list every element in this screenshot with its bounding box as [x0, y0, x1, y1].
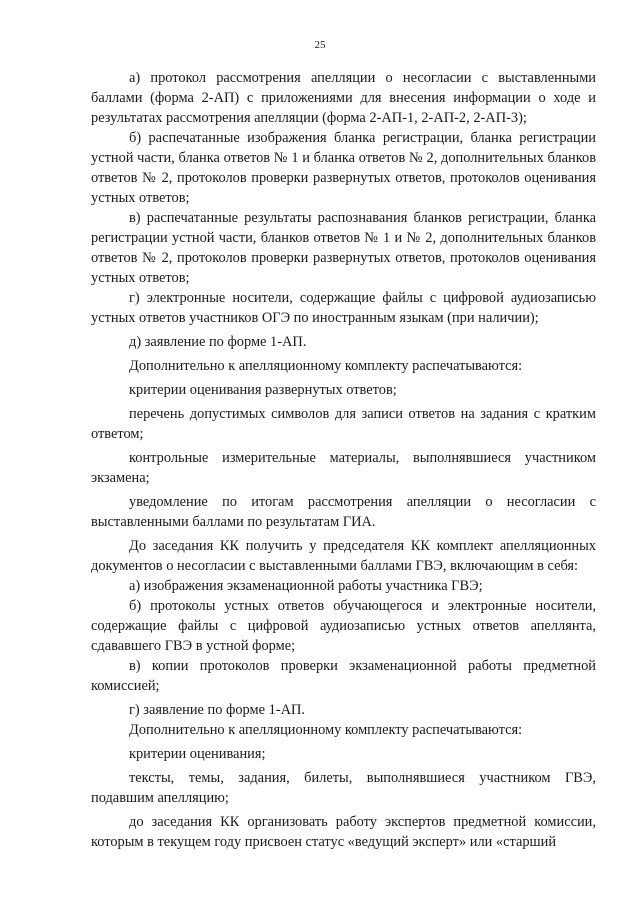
paragraph-application-1ap: д) заявление по форме 1-АП.: [129, 334, 307, 350]
paragraph-texts-topics: тексты, темы, задания, билеты, выполнявшиеся участником ГВЭ, подавшим апелляцию;: [91, 770, 596, 806]
paragraph-protocol-form-2ap: а) протокол рассмотрения апелляции о несогласии с выставленными баллами (форма 2-АП) с приложениями для внесения информации о ходе и результатах рассмотрения апелляции (форма 2-АП-1, 2-АП-2, 2-АП-3);: [91, 70, 596, 126]
paragraph-experts-work: до заседания КК организовать работу экспертов предметной комиссии, которым в текущем году присвоен статус «ведущий эксперт» или «старший: [91, 814, 596, 850]
paragraph-electronic-media: г) электронные носители, содержащие файлы с цифровой аудиозаписью устных ответов участников ОГЭ по иностранным языкам (при наличии);: [91, 290, 596, 326]
paragraph-allowed-symbols: перечень допустимых символов для записи ответов на задания с кратким ответом;: [91, 406, 596, 442]
paragraph-additionally-printed-gve: Дополнительно к апелляционному комплекту распечатываются:: [129, 722, 523, 738]
page-number: 25: [314, 39, 326, 51]
paragraph-additionally-printed: Дополнительно к апелляционному комплекту распечатываются:: [129, 358, 523, 374]
paragraph-application-1ap-gve: г) заявление по форме 1-АП.: [129, 702, 305, 718]
paragraph-notification: уведомление по итогам рассмотрения апелляции о несогласии с выставленными баллами по результатам ГИА.: [91, 494, 596, 530]
paragraph-recognition-results: в) распечатанные результаты распознавания бланков регистрации, бланка регистрации устной части, бланков ответов № 1 и № 2, дополнительных бланков ответов № 2, протоколов проверки развернутых ответов, протоколов оценивания устных ответов;: [91, 210, 596, 286]
paragraph-before-meeting-gve: До заседания КК получить у председателя КК комплект апелляционных документов о несогласии с выставленными баллами ГВЭ, включающим в себя:: [91, 538, 596, 574]
paragraph-criteria-extended: критерии оценивания развернутых ответов;: [129, 382, 397, 398]
paragraph-printed-images: б) распечатанные изображения бланка регистрации, бланка регистрации устной части, бланка ответов № 1 и бланка ответов № 2, дополнительных бланков ответов № 2, протоколов проверки развернутых ответов, протоколов оценивания устных ответов;: [91, 130, 596, 206]
paragraph-control-materials: контрольные измерительные материалы, выполнявшиеся участником экзамена;: [91, 450, 596, 486]
document-body: [91, 68, 596, 852]
paragraph-check-protocols: в) копии протоколов проверки экзаменационной работы предметной комиссией;: [91, 658, 596, 694]
paragraph-criteria: критерии оценивания;: [129, 746, 266, 762]
paragraph-gve-images: а) изображения экзаменационной работы участника ГВЭ;: [129, 578, 483, 594]
paragraph-oral-protocols: б) протоколы устных ответов обучающегося и электронные носители, содержащие файлы с цифровой аудиозаписью устных ответов апеллянта, сдававшего ГВЭ в устной форме;: [91, 598, 596, 654]
